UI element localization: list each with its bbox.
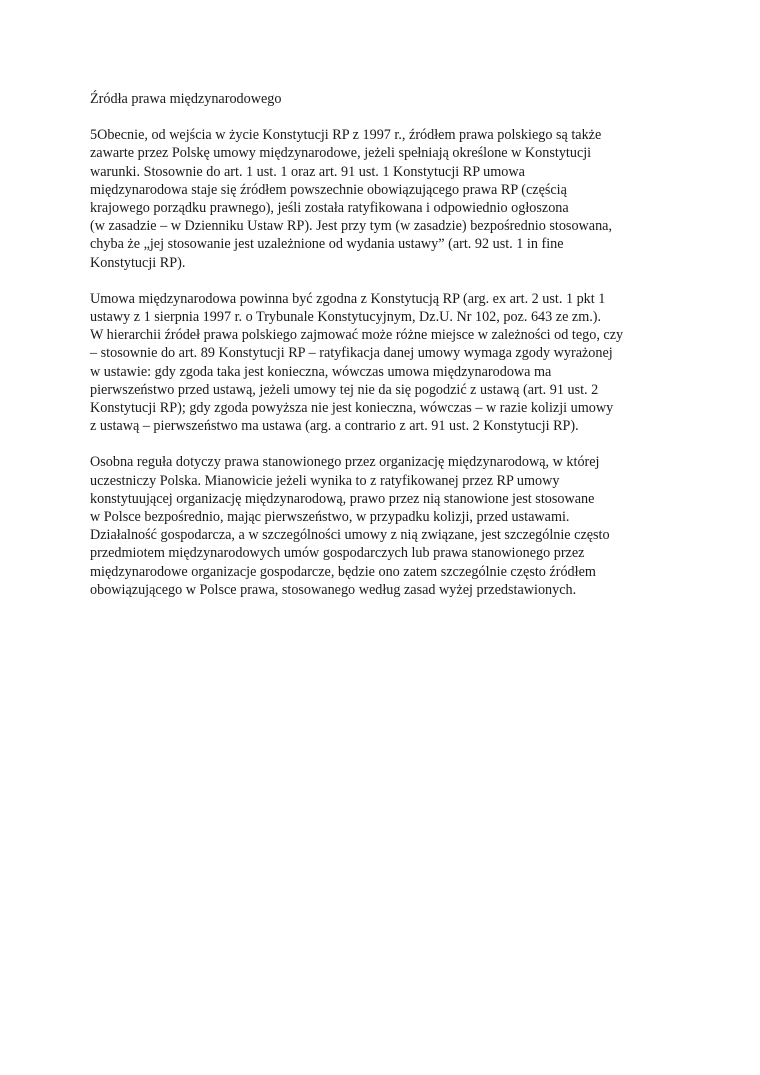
text-line: w Polsce bezpośrednio, mając pierwszeństwo, w przypadku kolizji, przed ustawami. — [90, 509, 570, 526]
text-line: w ustawie: gdy zgoda taka jest konieczna, wówczas umowa międzynarodowa ma — [90, 363, 552, 380]
text-line: przedmiotem międzynarodowych umów gospodarczych lub prawa stanowionego przez — [90, 545, 585, 562]
text-line: międzynarodowe organizacje gospodarcze, będzie ono zatem szczególnie często źródłem — [90, 563, 596, 580]
text-line: uczestniczy Polska. Mianowicie jeżeli wynika to z ratyfikowanej przez RP umowy — [90, 472, 560, 489]
text-line: W hierarchii źródeł prawa polskiego zajmować może różne miejsce w zależności od tego, czy — [90, 327, 624, 344]
paragraph-3 — [90, 453, 680, 599]
document-title: Źródła prawa międzynarodowego — [90, 91, 282, 107]
text-line: Działalność gospodarcza, a w szczególności umowy z nią związane, jest szczególnie często — [90, 527, 610, 544]
paragraphs-container — [90, 126, 680, 599]
text-line: obowiązującego w Polsce prawa, stosowanego według zasad wyżej przedstawionych. — [90, 581, 577, 598]
text-line: międzynarodowa staje się źródłem powszechnie obowiązującego prawa RP (częścią — [90, 181, 567, 198]
text-line: zawarte przez Polskę umowy międzynarodowe, jeżeli spełniają określone w Konstytucji — [90, 145, 592, 162]
text-line: ustawy z 1 sierpnia 1997 r. o Trybunale Konstytucyjnym, Dz.U. Nr 102, poz. 643 ze zm.). — [90, 309, 602, 326]
text-line: Konstytucji RP); gdy zgoda powyższa nie jest konieczna, wówczas – w razie kolizji umowy — [90, 400, 614, 417]
text-line: Osobna reguła dotyczy prawa stanowionego przez organizację międzynarodową, w której — [90, 454, 600, 471]
text-line: – stosownie do art. 89 Konstytucji RP – ratyfikacja danej umowy wymaga zgody wyrażonej — [90, 345, 613, 362]
text-line: warunki. Stosownie do art. 1 ust. 1 oraz art. 91 ust. 1 Konstytucji RP umowa — [90, 163, 525, 180]
text-line: (w zasadzie – w Dzienniku Ustaw RP). Jest przy tym (w zasadzie) bezpośrednio stosowana, — [90, 218, 613, 235]
text-line: chyba że „jej stosowanie jest uzależnione od wydania ustawy” (art. 92 ust. 1 in fine — [90, 236, 564, 253]
text-line: Konstytucji RP). — [90, 254, 186, 271]
paragraph-2 — [90, 290, 680, 436]
document-body — [90, 90, 680, 617]
text-line: pierwszeństwo przed ustawą, jeżeli umowy tej nie da się pogodzić z ustawą (art. 91 ust. 2 — [90, 381, 599, 398]
text-line: 5Obecnie, od wejścia w życie Konstytucji RP z 1997 r., źródłem prawa polskiego są także — [90, 127, 602, 144]
paragraph-1 — [90, 126, 680, 272]
text-line: Umowa międzynarodowa powinna być zgodna z Konstytucją RP (arg. ex art. 2 ust. 1 pkt 1 — [90, 290, 606, 307]
text-line: konstytuującej organizację międzynarodową, prawo przez nią stanowione jest stosowane — [90, 490, 595, 507]
text-line: krajowego porządku prawnego), jeśli została ratyfikowana i odpowiednio ogłoszona — [90, 200, 569, 217]
text-line: z ustawą – pierwszeństwo ma ustawa (arg. a contrario z art. 91 ust. 2 Konstytucji RP). — [90, 418, 579, 435]
